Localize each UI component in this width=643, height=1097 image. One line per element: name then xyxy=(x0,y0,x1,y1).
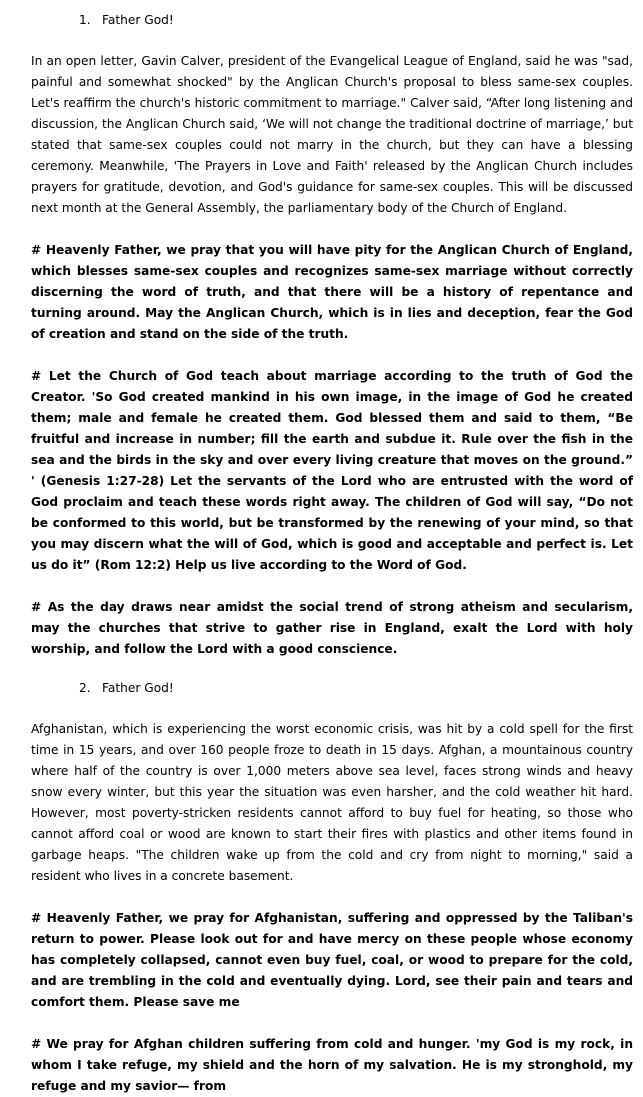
prayer-paragraph: # Heavenly Father, we pray that you will have pity for the Anglican Church of England, which blesses same-sex couples and recognizes same-sex marriage without correctly discerning the word of truth, and that there will be a history of repentance and turning around. May the Anglican Church, which is in lies and deception, fear the God of creation and stand on the side of the truth. xyxy=(31,243,633,341)
list-number: 2. xyxy=(79,681,91,695)
news-paragraph-1: In an open letter, Gavin Calver, president of the Evangelical League of England, said he was "sad, painful and somewhat shocked" by the Anglican Church's proposal to bless same-sex couples. Let's reaffirm the church's historic commitment to marriage." Calver said, “After long listening and discussion, the Anglican Church said, ‘We will not change the traditional doctrine of marriage,’ but stated that same-sex couples could not marry in the church, but they can have a blessing ceremony. Meanwhile, 'The Prayers in Love and Faith' released by the Anglican Church includes prayers for gratitude, devotion, and God's guidance for same-sex couples. This will be discussed next month at the General Assembly, the parliamentary body of the Church of England. xyxy=(31,54,633,215)
prayer-paragraph: # Let the Church of God teach about marriage according to the truth of God the Creator. 'So God created mankind in his own image, in the image of God he created them; male and female he created them. God blessed them and said to them, “Be fruitful and increase in number; fill the earth and subdue it. Rule over the fish in the sea and the birds in the sky and over every living creature that moves on the ground.” ' (Genesis 1:27-28) Let the servants of the Lord who are entrusted with the word of God proclaim and teach these words right away. The children of God will say, “Do not be conformed to this world, but be transformed by the renewing of your mind, so that you may discern what the will of God, which is good and acceptable and perfect is. Let us do it” (Rom 12:2) Help us live according to the Word of God. xyxy=(31,369,633,572)
prayer-paragraph: # As the day draws near amidst the social trend of strong atheism and secularism, may the churches that strive to gather rise in England, exalt the Lord with holy worship, and follow the Lord with a good conscience. xyxy=(31,600,633,656)
news-paragraph-2: Afghanistan, which is experiencing the worst economic crisis, was hit by a cold spell for the first time in 15 years, and over 160 people froze to death in 15 days. Afghan, a mountainous country where half of the country is over 1,000 meters above sea level, faces strong winds and heavy snow every winter, but this year the situation was even harsher, and the cold weather hit hard. However, most poverty-stricken residents cannot afford to buy fuel for heating, so those who cannot afford coal or wood are known to start their fires with plastics and other items found in garbage heaps. "The children wake up from the cold and cry from night to morning," said a resident who lives in a concrete basement. xyxy=(31,722,633,883)
heading-text: Father God! xyxy=(102,13,174,27)
list-number: 1. xyxy=(79,13,91,27)
section-heading-1 xyxy=(31,10,633,31)
heading-text: Father God! xyxy=(102,681,174,695)
section-heading-2 xyxy=(31,678,633,699)
prayer-paragraph: # We pray for Afghan children suffering from cold and hunger. 'my God is my rock, in whom I take refuge, my shield and the horn of my salvation. He is my stronghold, my refuge and my savior— from xyxy=(31,1037,633,1093)
document-body xyxy=(31,0,633,1097)
prayer-paragraph: # Heavenly Father, we pray for Afghanistan, suffering and oppressed by the Taliban's return to power. Please look out for and have mercy on these people whose economy has completely collapsed, cannot even buy fuel, coal, or wood to prepare for the cold, and are trembling in the cold and eventually dying. Lord, see their pain and tears and comfort them. Please save me xyxy=(31,911,633,1009)
